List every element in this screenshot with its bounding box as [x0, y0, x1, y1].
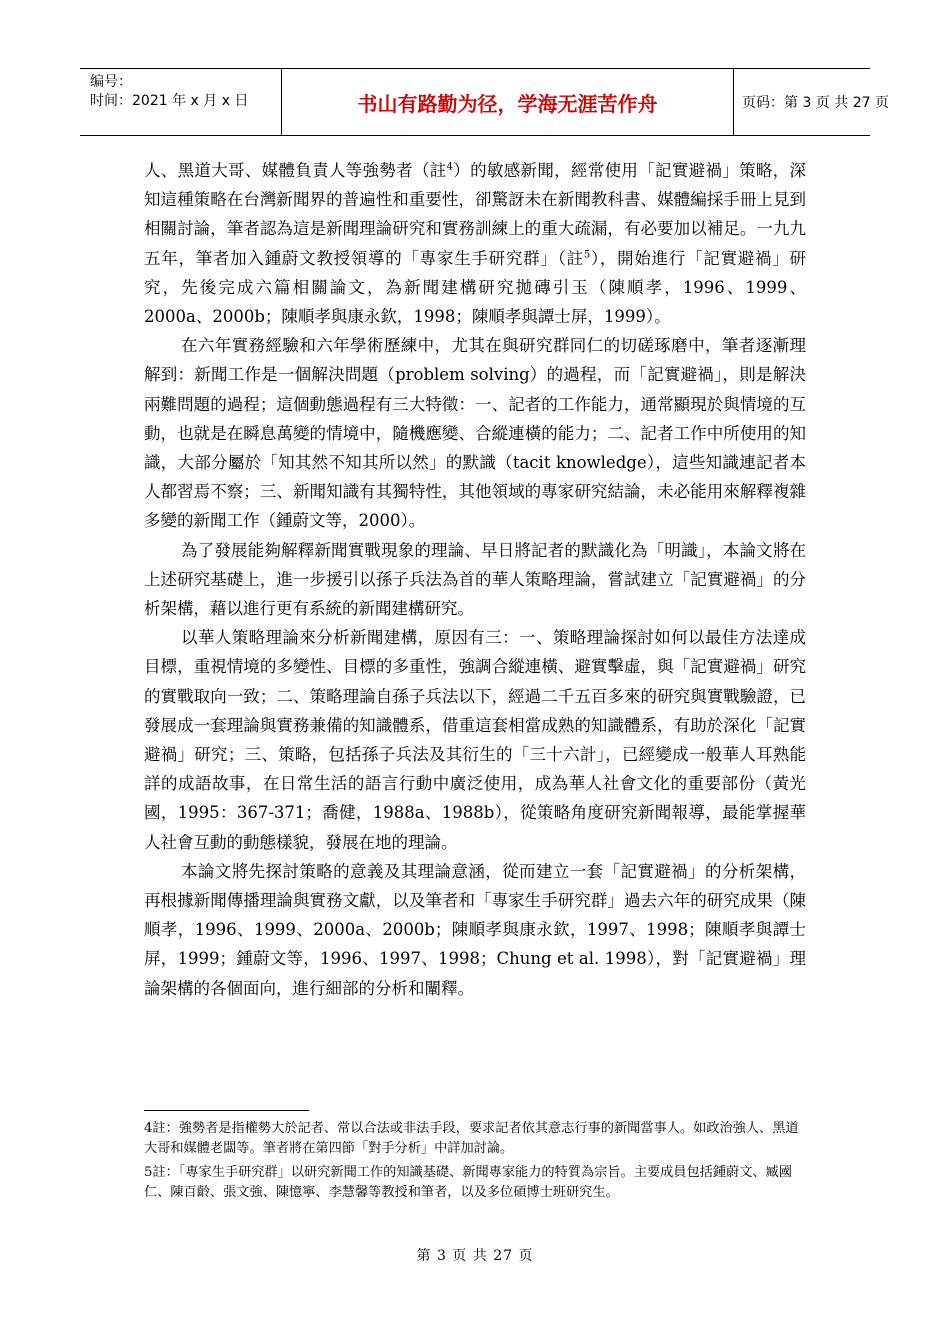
- paragraph-2: 在六年實務經驗和六年學術歷練中，尤其在與研究群同仁的切磋琢磨中，筆者逐漸理解到：新聞工作是一個解決問題（problem solving）的過程，而「記實避禍」，則是解決兩難問題的過程；這個動態過程有三大特徵：一、記者的工作能力，通常顯現於與情境的互動，也就是在瞬息萬變的情境中，隨機應變、合縱連橫的能力；二、記者工作中所使用的知識，大部分屬於「知其然不知其所以然」的默識（tacit knowledge），這些知識連記者本人都習焉不察；三、新聞知識有其獨特性，其他領域的專家研究結論，未必能用來解釋複雜多變的新聞工作（鍾蔚文等，2000）。: [144, 336, 806, 531]
- p1-text-b: ）的敏感新聞，經常使用「記實避禍」策略，深知這種策略在台灣新聞界的普遍性和重要性，卻驚訝未在新聞教科書、媒體編採手冊上見到相關討論，筆者認為這是新聞理論研究和實務訓練上的重大疏漏，有必要加以補足。一九九五年，筆者加入鍾蔚文教授領導的「專家生手研究群」（註: [144, 161, 807, 268]
- p1-text-a: 人、黑道大哥、媒體負責人等強勢者（註: [144, 161, 447, 180]
- number-label: 编号：: [90, 74, 132, 90]
- footnote-ref-4[interactable]: 4: [446, 161, 453, 173]
- header-page-info: 页码：第 3 页 共 27 页: [742, 95, 889, 111]
- p1-text-c: ），開始進行「記實避禍」研究，先後完成六篇相關論文，為新聞建構研究拋磚引玉（陳順孝，1996、1999、2000a、2000b；陳順孝與康永欽，1998；陳順孝與譚士屏，1999）。: [144, 248, 807, 327]
- footnote-4: 4註：強勢者是指權勢大於記者、常以合法或非法手段，要求記者依其意志行事的新聞當事人。如政治強人、黑道大哥和媒體老闆等。筆者將在第四節「對手分析」中詳加討論。: [144, 1121, 799, 1156]
- document-body: [144, 156, 806, 1003]
- paragraph-3: 為了發展能夠解釋新聞實戰現象的理論、早日將記者的默識化為「明識」，本論文將在上述研究基礎上，進一步援引以孫子兵法為首的華人策略理論，嘗試建立「記實避禍」的分析架構，藉以進行更有系統的新聞建構研究。: [144, 540, 806, 619]
- footnote-divider: [144, 1110, 309, 1111]
- paragraph-5: 本論文將先探討策略的意義及其理論意涵，從而建立一套「記實避禍」的分析架構，再根據新聞傳播理論與實務文獻，以及筆者和「專家生手研究群」過去六年的研究成果（陳順孝，1996、1999、2000a、2000b；陳順孝與康永欽，1997、1998；陳順孝與譚士屏，1999；鍾蔚文等，1996、1997、1998；Chung et al. 1998），對「記實避禍」理論架構的各個面向，進行細部的分析和闡釋。: [144, 861, 806, 998]
- footnote-5: 5註：「專家生手研究群」以研究新聞工作的知識基礎、新聞專家能力的特質為宗旨。主要成員包括鍾蔚文、臧國仁、陳百齡、張文強、陳憶寧、李慧馨等教授和筆者，以及多位碩博士班研究生。: [144, 1165, 792, 1200]
- header-meta: [80, 69, 282, 135]
- date-line: 时间：2021 年 x 月 x 日: [90, 93, 249, 109]
- footnote-ref-5[interactable]: 5: [583, 249, 591, 261]
- page-header: [80, 68, 889, 136]
- paragraph-1: [144, 156, 806, 331]
- header-motto: 书山有路勤为径，学海无涯苦作舟: [282, 69, 734, 135]
- page-number-footer: 第 3 页 共 27 页: [416, 1248, 534, 1264]
- paragraph-4: 以華人策略理論來分析新聞建構，原因有三：一、策略理論探討如何以最佳方法達成目標，重視情境的多變性、目標的多重性，強調合縱連橫、避實擊虛，與「記實避禍」研究的實戰取向一致；二、策略理論自孫子兵法以下，經過二千五百多來的研究與實戰驗證，已發展成一套理論與實務兼備的知識體系，借重這套相當成熟的知識體系，有助於深化「記實避禍」研究；三、策略，包括孫子兵法及其衍生的「三十六計」，已經變成一般華人耳熟能詳的成語故事，在日常生活的語言行動中廣泛使用，成為華人社會文化的重要部份（黃光國，1995：367-371；喬健，1988a、1988b），從策略角度研究新聞報導，最能掌握華人社會互動的動態樣貌，發展在地的理論。: [144, 628, 806, 852]
